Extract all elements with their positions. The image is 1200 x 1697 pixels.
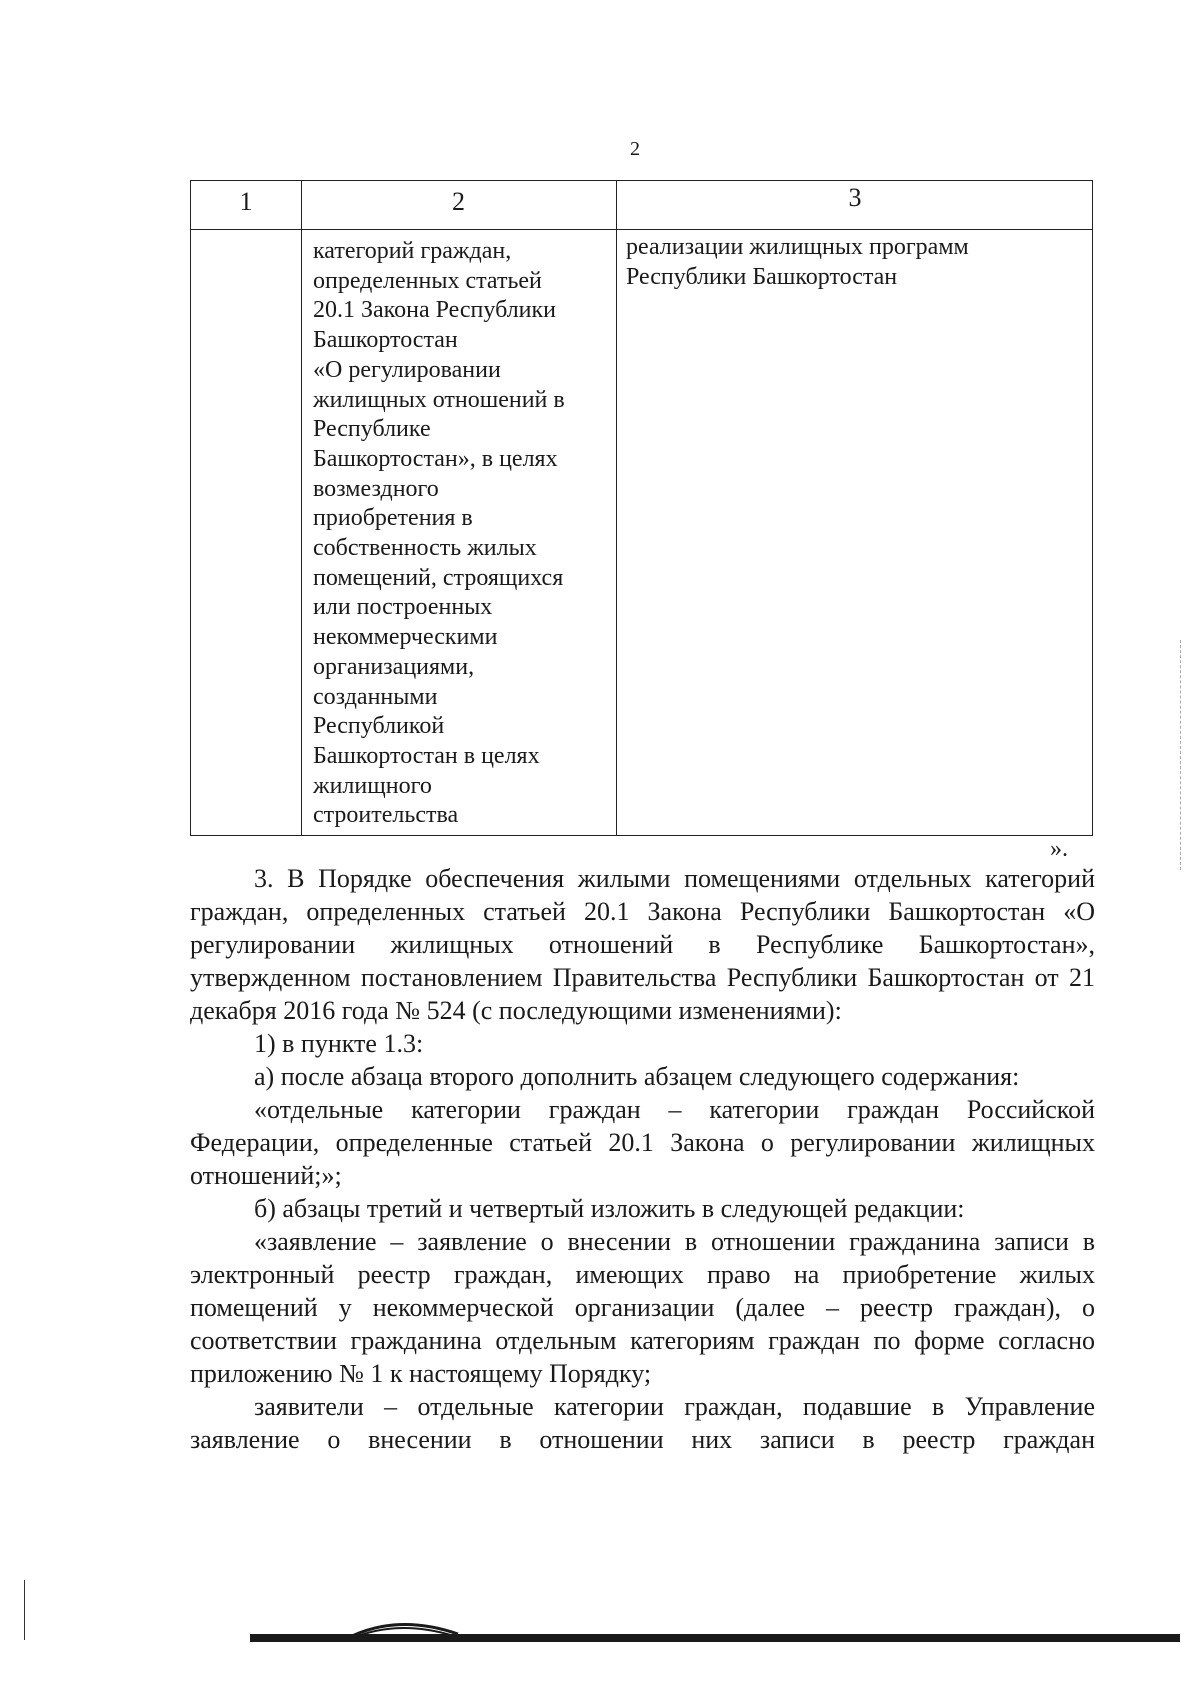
table-header-col1: 1 xyxy=(239,187,253,216)
bottom-rule xyxy=(250,1634,1180,1642)
closing-quote: ». xyxy=(1050,836,1068,862)
table-column-divider xyxy=(616,181,617,835)
table-cell-col2: категорий граждан, определенных статьей 20.1 Закона Республики Башкортостан «О регулировании жилищных отношений в Республике Башкортостан», в целях возмездного приобретения в собственность жилых помещений, строящихся или построенных некоммерческими организациями, созданными Республикой Башкортостан в целях жилищного строительства xyxy=(313,238,565,829)
table-header-divider xyxy=(191,229,1092,230)
table-header-col3: 3 xyxy=(848,183,862,212)
paragraph-definition-application: «заявление – заявление о внесении в отношении гражданина записи в электронный реестр граждан, имеющих право на приобретение жилых помещений у некоммерческой организации (далее – реестр граждан), о соответствии гражданина отдельным категориям граждан по форме согласно приложению № 1 к настоящему Порядку; xyxy=(190,1227,1095,1388)
table-header-col2: 2 xyxy=(452,187,465,216)
table-cell-col3: реализации жилищных программ Республики Башкортостан xyxy=(626,234,969,290)
scan-margin-mark xyxy=(1180,640,1181,870)
table-column-divider xyxy=(301,181,302,835)
paragraph-definition-applicants: заявители – отдельные категории граждан, подавшие в Управление заявление о внесении в отношении них записи в реестр граждан xyxy=(190,1392,1095,1454)
paragraph-item-3: 3. В Порядке обеспечения жилыми помещениями отдельных категорий граждан, определенных статьей 20.1 Закона Республики Башкортостан «О регулировании жилищных отношений в Республике Башкортостан», утвержденном постановлением Правительства Республики Башкортостан от 21 декабря 2016 года № 524 (с последующими изменениями): xyxy=(190,864,1095,1025)
paragraph-subitem-b: б) абзацы третий и четвертый изложить в следующей редакции: xyxy=(254,1194,965,1223)
scan-margin-mark xyxy=(24,1580,25,1640)
page-number: 2 xyxy=(630,138,640,160)
document-body xyxy=(190,862,1095,1456)
amendment-table xyxy=(190,180,1093,836)
paragraph-definition-categories: «отдельные категории граждан – категории граждан Российской Федерации, определенные статьей 20.1 Закона о регулировании жилищных отношений;»; xyxy=(190,1095,1095,1190)
paragraph-subitem-1: 1) в пункте 1.3: xyxy=(254,1029,424,1058)
paragraph-subitem-a: а) после абзаца второго дополнить абзацем следующего содержания: xyxy=(254,1062,1020,1091)
